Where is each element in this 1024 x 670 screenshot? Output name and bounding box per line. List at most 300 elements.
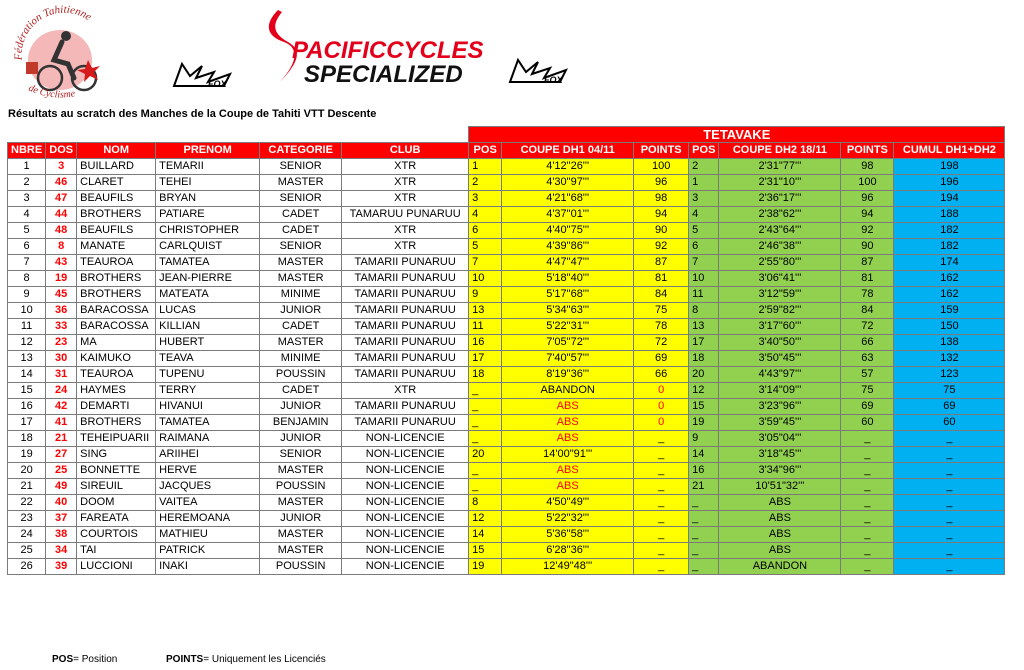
cell-t1: 5'17"68''' (502, 287, 634, 303)
fox-logo-right (504, 52, 574, 88)
cell-club: TAMARII PUNARUU (342, 303, 469, 319)
cell-t1: 4'40"75''' (502, 223, 634, 239)
cell-cat: MASTER (260, 527, 342, 543)
cell-nom: TEHEIPUARII (77, 431, 156, 447)
cell-prenom: HERVE (156, 463, 260, 479)
cell-dos: 46 (46, 175, 77, 191)
cell-cat: JUNIOR (260, 431, 342, 447)
cell-p2: 72 (841, 319, 894, 335)
cell-dos: 34 (46, 543, 77, 559)
cell-cumul: _ (894, 479, 1005, 495)
cell-club: NON-LICENCIE (342, 511, 469, 527)
svg-text:Fédération Tahitienne: Fédération Tahitienne (12, 3, 94, 61)
cell-dos: 42 (46, 399, 77, 415)
cell-p2: 87 (841, 255, 894, 271)
cell-nom: TAI (77, 543, 156, 559)
cell-p1: 100 (634, 159, 689, 175)
cell-cat: MASTER (260, 543, 342, 559)
cell-p2: _ (841, 495, 894, 511)
cell-pos1: 4 (469, 207, 502, 223)
cell-pos1: 10 (469, 271, 502, 287)
cell-nom: CLARET (77, 175, 156, 191)
cell-pos2: 5 (689, 223, 719, 239)
cell-pos1: _ (469, 399, 502, 415)
cell-p2: 81 (841, 271, 894, 287)
cell-p2: _ (841, 511, 894, 527)
cell-cat: MINIME (260, 351, 342, 367)
cell-prenom: ARIIHEI (156, 447, 260, 463)
cell-prenom: TUPENU (156, 367, 260, 383)
cell-nom: HAYMES (77, 383, 156, 399)
cell-nom: SING (77, 447, 156, 463)
table-row (8, 175, 1005, 191)
cell-nbre: 11 (8, 319, 46, 335)
cell-cat: CADET (260, 319, 342, 335)
cell-t2: ABS (719, 527, 841, 543)
cell-t1: ABS (502, 415, 634, 431)
column-header: NBRE (8, 143, 46, 159)
cell-pos2: 7 (689, 255, 719, 271)
cell-p1: 92 (634, 239, 689, 255)
cell-nom: BEAUFILS (77, 223, 156, 239)
cell-p1: 98 (634, 191, 689, 207)
table-row (8, 319, 1005, 335)
cell-t2: 3'17"60''' (719, 319, 841, 335)
cell-cat: JUNIOR (260, 303, 342, 319)
table-row (8, 335, 1005, 351)
table-row (8, 223, 1005, 239)
cell-t1: 6'28"36''' (502, 543, 634, 559)
cell-t1: 4'47"47''' (502, 255, 634, 271)
cell-dos: 44 (46, 207, 77, 223)
cell-pos2: 10 (689, 271, 719, 287)
cell-t1: 4'39"86''' (502, 239, 634, 255)
cell-cumul: _ (894, 511, 1005, 527)
cell-cat: JUNIOR (260, 399, 342, 415)
cell-prenom: HIVANUI (156, 399, 260, 415)
cell-pos1: 12 (469, 511, 502, 527)
cell-t1: 5'22"31''' (502, 319, 634, 335)
cell-nbre: 9 (8, 287, 46, 303)
cell-nbre: 4 (8, 207, 46, 223)
cell-nbre: 20 (8, 463, 46, 479)
cell-nom: FAREATA (77, 511, 156, 527)
cell-t2: 3'23"96''' (719, 399, 841, 415)
cell-nbre: 6 (8, 239, 46, 255)
cell-nbre: 5 (8, 223, 46, 239)
cell-p1: 94 (634, 207, 689, 223)
results-body (8, 159, 1005, 575)
table-row (8, 479, 1005, 495)
cell-pos1: 6 (469, 223, 502, 239)
cell-club: XTR (342, 223, 469, 239)
cell-cat: MINIME (260, 287, 342, 303)
table-row (8, 463, 1005, 479)
cell-pos2: 6 (689, 239, 719, 255)
cell-nbre: 14 (8, 367, 46, 383)
cell-cumul: 69 (894, 399, 1005, 415)
cell-p1: 0 (634, 415, 689, 431)
cell-t1: 7'40"57''' (502, 351, 634, 367)
cell-club: NON-LICENCIE (342, 559, 469, 575)
cell-cumul: 162 (894, 271, 1005, 287)
cell-cat: CADET (260, 223, 342, 239)
cell-t2: 2'38"62''' (719, 207, 841, 223)
cell-cumul: 60 (894, 415, 1005, 431)
cell-dos: 33 (46, 319, 77, 335)
cell-pos2: 16 (689, 463, 719, 479)
cell-nbre: 26 (8, 559, 46, 575)
cell-prenom: MATEATA (156, 287, 260, 303)
column-header: CATEGORIE (260, 143, 342, 159)
cell-pos2: 4 (689, 207, 719, 223)
cell-pos1: 9 (469, 287, 502, 303)
legend-pos: POS= Position (52, 654, 118, 665)
cell-dos: 31 (46, 367, 77, 383)
cell-cat: SENIOR (260, 159, 342, 175)
cell-pos1: 17 (469, 351, 502, 367)
cell-prenom: HEREMOANA (156, 511, 260, 527)
cell-pos2: _ (689, 559, 719, 575)
cell-p1: 87 (634, 255, 689, 271)
cell-nbre: 15 (8, 383, 46, 399)
cell-p1: 66 (634, 367, 689, 383)
cell-cat: MASTER (260, 271, 342, 287)
cell-t1: 5'18"40''' (502, 271, 634, 287)
table-row (8, 399, 1005, 415)
cell-nom: BROTHERS (77, 287, 156, 303)
cell-nbre: 3 (8, 191, 46, 207)
cell-nom: KAIMUKO (77, 351, 156, 367)
cell-t1: 4'37"01''' (502, 207, 634, 223)
column-header: POINTS (634, 143, 689, 159)
cell-t2: ABS (719, 495, 841, 511)
cell-pos2: 15 (689, 399, 719, 415)
cell-dos: 49 (46, 479, 77, 495)
cell-cat: POUSSIN (260, 367, 342, 383)
cell-nbre: 25 (8, 543, 46, 559)
cell-club: NON-LICENCIE (342, 447, 469, 463)
cell-dos: 25 (46, 463, 77, 479)
cell-cumul: 196 (894, 175, 1005, 191)
cell-nbre: 7 (8, 255, 46, 271)
cell-t2: 3'59"45''' (719, 415, 841, 431)
column-header: CLUB (342, 143, 469, 159)
cell-cumul: _ (894, 543, 1005, 559)
cell-cat: SENIOR (260, 447, 342, 463)
cell-nom: MANATE (77, 239, 156, 255)
cell-nbre: 16 (8, 399, 46, 415)
cell-p2: 84 (841, 303, 894, 319)
svg-text:FOX: FOX (544, 75, 563, 85)
cell-club: NON-LICENCIE (342, 431, 469, 447)
cell-t1: 5'34"63''' (502, 303, 634, 319)
cell-cat: POUSSIN (260, 559, 342, 575)
cell-nbre: 12 (8, 335, 46, 351)
cell-t1: 14'00"91''' (502, 447, 634, 463)
cell-prenom: CHRISTOPHER (156, 223, 260, 239)
cell-prenom: PATIARE (156, 207, 260, 223)
cell-cumul: _ (894, 495, 1005, 511)
cell-pos1: _ (469, 431, 502, 447)
table-row (8, 191, 1005, 207)
cell-pos1: 8 (469, 495, 502, 511)
cell-t2: 3'12"59''' (719, 287, 841, 303)
cell-nom: LUCCIONI (77, 559, 156, 575)
cell-nbre: 23 (8, 511, 46, 527)
cell-dos: 8 (46, 239, 77, 255)
cell-nbre: 19 (8, 447, 46, 463)
cell-cat: SENIOR (260, 191, 342, 207)
cell-prenom: JEAN-PIERRE (156, 271, 260, 287)
cell-cumul: _ (894, 431, 1005, 447)
table-row (8, 207, 1005, 223)
cell-t2: 4'43"97''' (719, 367, 841, 383)
cell-t1: 8'19"36''' (502, 367, 634, 383)
svg-text:PACIFICCYCLES: PACIFICCYCLES (292, 37, 484, 64)
cell-t2: 3'06"41''' (719, 271, 841, 287)
cell-nom: SIREUIL (77, 479, 156, 495)
specialized-logo (236, 6, 496, 96)
cell-p2: 100 (841, 175, 894, 191)
cell-nbre: 10 (8, 303, 46, 319)
event-title: TETAVAKE (469, 127, 1005, 143)
cell-p2: 69 (841, 399, 894, 415)
cell-p2: 96 (841, 191, 894, 207)
cell-t2: 2'46"38''' (719, 239, 841, 255)
cell-cumul: 75 (894, 383, 1005, 399)
fox-logo-left (168, 56, 238, 92)
cell-t2: 3'14"09''' (719, 383, 841, 399)
cell-p2: 66 (841, 335, 894, 351)
cell-nbre: 22 (8, 495, 46, 511)
cell-cumul: 182 (894, 239, 1005, 255)
cell-dos: 48 (46, 223, 77, 239)
cell-club: TAMARII PUNARUU (342, 319, 469, 335)
cell-t1: ABS (502, 431, 634, 447)
cell-prenom: HUBERT (156, 335, 260, 351)
cell-pos1: 11 (469, 319, 502, 335)
cell-club: TAMARII PUNARUU (342, 415, 469, 431)
cell-dos: 30 (46, 351, 77, 367)
cell-nbre: 18 (8, 431, 46, 447)
cell-prenom: MATHIEU (156, 527, 260, 543)
cell-p2: 60 (841, 415, 894, 431)
cell-pos1: 14 (469, 527, 502, 543)
cell-club: XTR (342, 159, 469, 175)
cell-club: TAMARII PUNARUU (342, 287, 469, 303)
cell-prenom: TERRY (156, 383, 260, 399)
cell-pos2: 19 (689, 415, 719, 431)
cell-cat: BENJAMIN (260, 415, 342, 431)
cell-club: TAMARII PUNARUU (342, 271, 469, 287)
table-row (8, 543, 1005, 559)
cell-t1: ABANDON (502, 383, 634, 399)
cell-nom: BARACOSSA (77, 319, 156, 335)
cell-p2: _ (841, 559, 894, 575)
cell-pos2: 14 (689, 447, 719, 463)
cell-p1: 75 (634, 303, 689, 319)
cell-p1: 72 (634, 335, 689, 351)
cell-cat: CADET (260, 383, 342, 399)
cell-cumul: 132 (894, 351, 1005, 367)
header-row (8, 143, 1005, 159)
cell-cat: CADET (260, 207, 342, 223)
cell-p2: 90 (841, 239, 894, 255)
column-header: POS (469, 143, 502, 159)
cell-prenom: TEHEI (156, 175, 260, 191)
cell-club: TAMARII PUNARUU (342, 335, 469, 351)
cell-p1: 84 (634, 287, 689, 303)
cell-t2: ABS (719, 511, 841, 527)
cell-p2: _ (841, 479, 894, 495)
cell-pos2: 20 (689, 367, 719, 383)
cell-pos2: 18 (689, 351, 719, 367)
cell-club: NON-LICENCIE (342, 495, 469, 511)
cell-t1: 12'49"48''' (502, 559, 634, 575)
cell-t2: ABANDON (719, 559, 841, 575)
cell-pos2: 17 (689, 335, 719, 351)
cell-nom: BROTHERS (77, 207, 156, 223)
column-header: NOM (77, 143, 156, 159)
cell-nom: BONNETTE (77, 463, 156, 479)
cell-pos1: 16 (469, 335, 502, 351)
cell-prenom: CARLQUIST (156, 239, 260, 255)
table-row (8, 367, 1005, 383)
cell-nbre: 2 (8, 175, 46, 191)
cell-dos: 19 (46, 271, 77, 287)
cell-pos2: 12 (689, 383, 719, 399)
cell-nbre: 8 (8, 271, 46, 287)
cell-nom: DEMARTI (77, 399, 156, 415)
cell-pos2: 13 (689, 319, 719, 335)
table-row (8, 287, 1005, 303)
svg-text:FOX: FOX (208, 79, 227, 89)
cell-prenom: INAKI (156, 559, 260, 575)
cell-cat: MASTER (260, 175, 342, 191)
column-header: COUPE DH2 18/11 (719, 143, 841, 159)
cell-t2: 3'40"50''' (719, 335, 841, 351)
cell-nbre: 17 (8, 415, 46, 431)
cell-dos: 47 (46, 191, 77, 207)
cell-pos1: 20 (469, 447, 502, 463)
cell-prenom: LUCAS (156, 303, 260, 319)
cell-nom: BROTHERS (77, 415, 156, 431)
table-row (8, 527, 1005, 543)
cell-t1: ABS (502, 463, 634, 479)
cell-t1: 4'12"26''' (502, 159, 634, 175)
cell-nbre: 1 (8, 159, 46, 175)
cell-t1: 7'05"72''' (502, 335, 634, 351)
cell-cat: SENIOR (260, 239, 342, 255)
results-table (7, 126, 1005, 575)
cell-club: XTR (342, 175, 469, 191)
cell-p2: 94 (841, 207, 894, 223)
cell-nbre: 24 (8, 527, 46, 543)
cell-dos: 37 (46, 511, 77, 527)
cell-p1: _ (634, 511, 689, 527)
cell-club: TAMARII PUNARUU (342, 255, 469, 271)
cell-pos2: _ (689, 527, 719, 543)
cell-pos2: 2 (689, 159, 719, 175)
cell-pos1: 13 (469, 303, 502, 319)
cell-pos1: 5 (469, 239, 502, 255)
cell-pos1: 19 (469, 559, 502, 575)
cell-dos: 21 (46, 431, 77, 447)
cell-pos2: _ (689, 543, 719, 559)
cell-club: XTR (342, 383, 469, 399)
cell-pos2: _ (689, 511, 719, 527)
cell-cumul: 162 (894, 287, 1005, 303)
table-row (8, 559, 1005, 575)
column-header: COUPE DH1 04/11 (502, 143, 634, 159)
cell-cumul: 174 (894, 255, 1005, 271)
cell-nom: TEAUROA (77, 255, 156, 271)
cell-t2: 3'34"96''' (719, 463, 841, 479)
cell-p1: _ (634, 463, 689, 479)
column-header: CUMUL DH1+DH2 (894, 143, 1005, 159)
cell-pos1: 7 (469, 255, 502, 271)
cell-t2: 2'43"64''' (719, 223, 841, 239)
cell-p1: _ (634, 479, 689, 495)
cell-t2: 2'31"10''' (719, 175, 841, 191)
cell-pos2: 3 (689, 191, 719, 207)
cell-t1: 4'30"97''' (502, 175, 634, 191)
table-row (8, 383, 1005, 399)
cell-t2: ABS (719, 543, 841, 559)
cell-p1: 0 (634, 399, 689, 415)
cell-club: XTR (342, 191, 469, 207)
cell-t2: 2'31"77''' (719, 159, 841, 175)
cell-dos: 43 (46, 255, 77, 271)
legend-points: POINTS= Uniquement les Licenciés (166, 654, 326, 665)
cell-p1: _ (634, 559, 689, 575)
cell-p1: _ (634, 447, 689, 463)
cell-prenom: BRYAN (156, 191, 260, 207)
cell-t2: 3'18"45''' (719, 447, 841, 463)
cell-cumul: 138 (894, 335, 1005, 351)
cell-p2: _ (841, 447, 894, 463)
cell-p2: 92 (841, 223, 894, 239)
cell-p2: 57 (841, 367, 894, 383)
cell-t1: 4'50"49''' (502, 495, 634, 511)
table-row (8, 511, 1005, 527)
cell-club: NON-LICENCIE (342, 543, 469, 559)
cell-club: TAMARII PUNARUU (342, 399, 469, 415)
cell-prenom: TAMATEA (156, 415, 260, 431)
cell-dos: 23 (46, 335, 77, 351)
federation-logo (8, 2, 118, 102)
cell-p2: 75 (841, 383, 894, 399)
cell-t2: 2'59"82''' (719, 303, 841, 319)
cell-prenom: RAIMANA (156, 431, 260, 447)
cell-p1: 90 (634, 223, 689, 239)
table-row (8, 447, 1005, 463)
cell-club: NON-LICENCIE (342, 527, 469, 543)
column-header: POINTS (841, 143, 894, 159)
cell-pos2: 11 (689, 287, 719, 303)
cell-pos1: 2 (469, 175, 502, 191)
cell-nom: DOOM (77, 495, 156, 511)
cell-cumul: _ (894, 559, 1005, 575)
cell-t1: ABS (502, 479, 634, 495)
cell-club: XTR (342, 239, 469, 255)
cell-t2: 2'55"80''' (719, 255, 841, 271)
cell-cumul: 198 (894, 159, 1005, 175)
cell-cat: MASTER (260, 335, 342, 351)
column-header: PRENOM (156, 143, 260, 159)
cell-prenom: TAMATEA (156, 255, 260, 271)
